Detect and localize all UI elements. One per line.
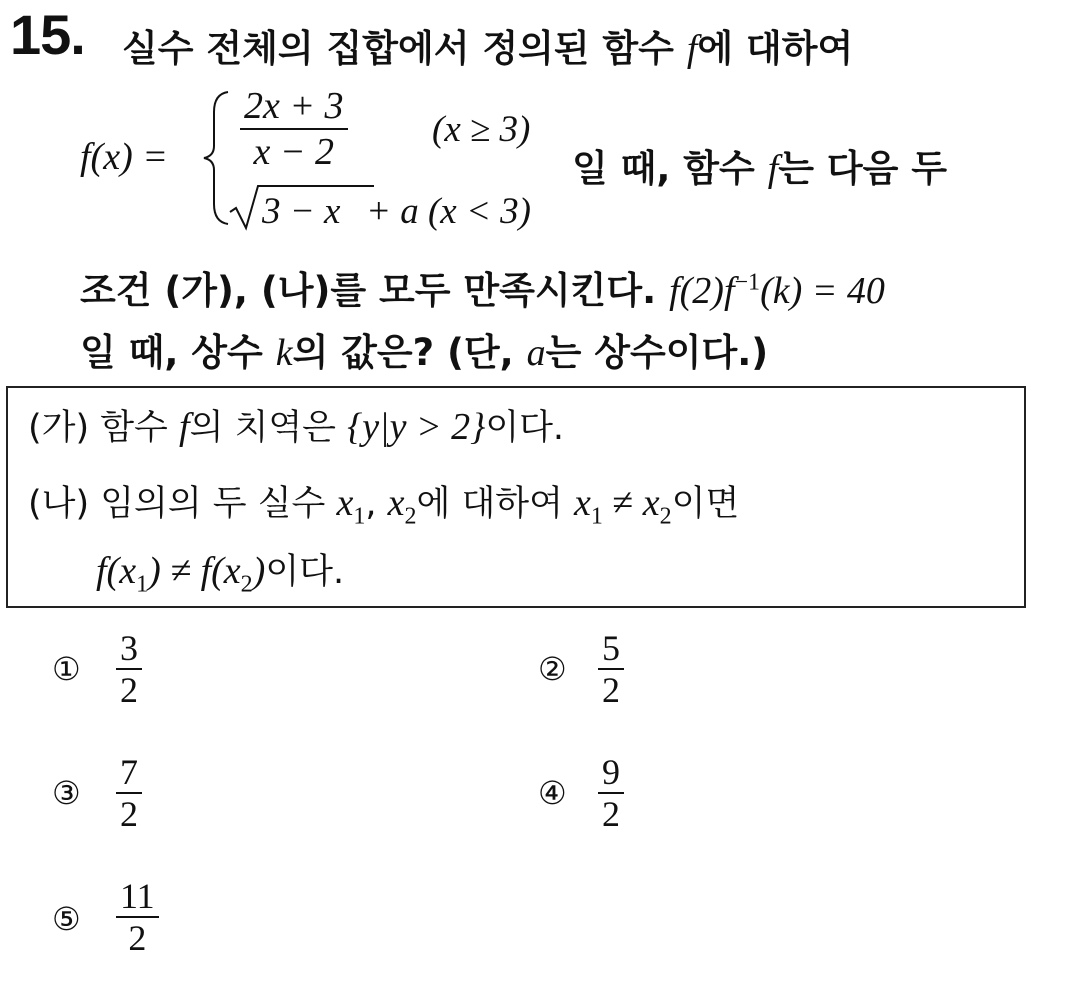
ga-label: (가) 함수: [28, 408, 168, 448]
choice-3-mark[interactable]: ③: [52, 774, 81, 812]
na-x1-var: x: [336, 482, 354, 524]
na2-text: 이다.: [265, 552, 345, 592]
line2-function-symbol: f: [767, 148, 779, 190]
condition-na: [28, 476, 739, 531]
choice-5-denominator: 2: [128, 918, 147, 958]
question-intro: [122, 18, 853, 72]
choice-1-mark[interactable]: ①: [52, 650, 81, 688]
line4-text-b: 의 값은? (단,: [292, 331, 514, 374]
na2-mid: ) ≠ f(x: [148, 550, 241, 592]
case1-denominator: x − 2: [253, 131, 335, 173]
line4-text-c: 는 상수이다.): [545, 331, 769, 374]
line4: [80, 322, 768, 376]
line3-equation: [669, 270, 885, 312]
case1-numerator: 2x + 3: [244, 85, 344, 127]
choice-4-mark[interactable]: ④: [538, 774, 567, 812]
choice-1-numerator: 3: [120, 628, 138, 668]
intro-end-text: 에 대하여: [697, 27, 854, 70]
choice-2-numerator: 5: [602, 628, 620, 668]
na-x1: [336, 482, 366, 530]
intro-function-symbol: f: [686, 28, 698, 70]
line4-a: a: [526, 332, 546, 374]
na-ineq-b-sub: 2: [659, 503, 672, 530]
na-end-text: 이면: [671, 484, 740, 524]
condition-ga: [28, 400, 564, 450]
ga-range-set: {y|y > 2}: [347, 406, 486, 448]
na-inequality: [574, 482, 672, 530]
na-x1-sub: 1: [353, 503, 366, 530]
choice-3-fraction[interactable]: [116, 752, 142, 834]
case2-tail: + a (x < 3): [366, 191, 532, 232]
na-label: (나) 임의의 두 실수: [28, 484, 326, 524]
line2-end-text: 는 다음 두: [778, 147, 947, 190]
na-ineq-b: x: [642, 482, 660, 524]
line2-text: 일 때, 함수: [572, 147, 755, 190]
na2-a: f(x: [96, 550, 137, 592]
na-ineq-a: x: [574, 482, 591, 524]
na-comma: ,: [365, 484, 377, 524]
choice-3-numerator: 7: [120, 752, 138, 792]
question-number: 15.: [10, 3, 85, 66]
choice-5-numerator: 11: [120, 876, 155, 916]
choice-4-fraction[interactable]: [598, 752, 624, 834]
na-x2-var: x: [387, 482, 405, 524]
na-ineq-a-sub: 1: [590, 503, 603, 530]
na-x2: [387, 482, 417, 530]
choice-2-mark[interactable]: ②: [538, 650, 567, 688]
case2-radicand: 3 − x: [262, 191, 341, 232]
na2-b-sub: 2: [240, 571, 253, 598]
intro-text: 실수 전체의 집합에서 정의된 함수: [122, 27, 674, 70]
choice-1-denominator: 2: [120, 670, 138, 710]
line4-k: k: [275, 332, 293, 374]
case1-condition: (x ≥ 3): [432, 109, 531, 150]
inverse-exponent: −1: [734, 269, 761, 296]
case1-fraction: [240, 84, 348, 174]
na-x2-sub: 2: [404, 503, 417, 530]
choice-5-mark[interactable]: ⑤: [52, 900, 81, 938]
ga-function-symbol: f: [179, 406, 190, 448]
na-neq-symbol: ≠: [612, 482, 634, 524]
choice-2-denominator: 2: [602, 670, 620, 710]
choice-4-numerator: 9: [602, 752, 620, 792]
line4-text-a: 일 때, 상수: [80, 331, 263, 374]
na2-a-sub: 1: [136, 571, 149, 598]
ga-end-text: 이다.: [485, 408, 565, 448]
choice-1-fraction[interactable]: [116, 628, 142, 710]
choice-5-fraction[interactable]: [116, 876, 159, 958]
ga-mid-text: 의 치역은: [189, 408, 336, 448]
choice-2-fraction[interactable]: [598, 628, 624, 710]
na-mid-text: 에 대하여: [416, 484, 563, 524]
line3: [80, 260, 885, 314]
piecewise-lhs: f(x) =: [80, 136, 168, 178]
choice-4-denominator: 2: [602, 794, 620, 834]
line3-text: 조건 (가), (나)를 모두 만족시킨다.: [80, 269, 657, 312]
condition-na-line2: [96, 544, 344, 599]
na2-equation: [96, 550, 266, 598]
na2-end: ): [252, 550, 266, 592]
line2-continuation: [572, 138, 947, 192]
line3-math-start: f(2)f: [669, 270, 735, 312]
choice-3-denominator: 2: [120, 794, 138, 834]
line3-math-end: (k) = 40: [760, 270, 885, 312]
